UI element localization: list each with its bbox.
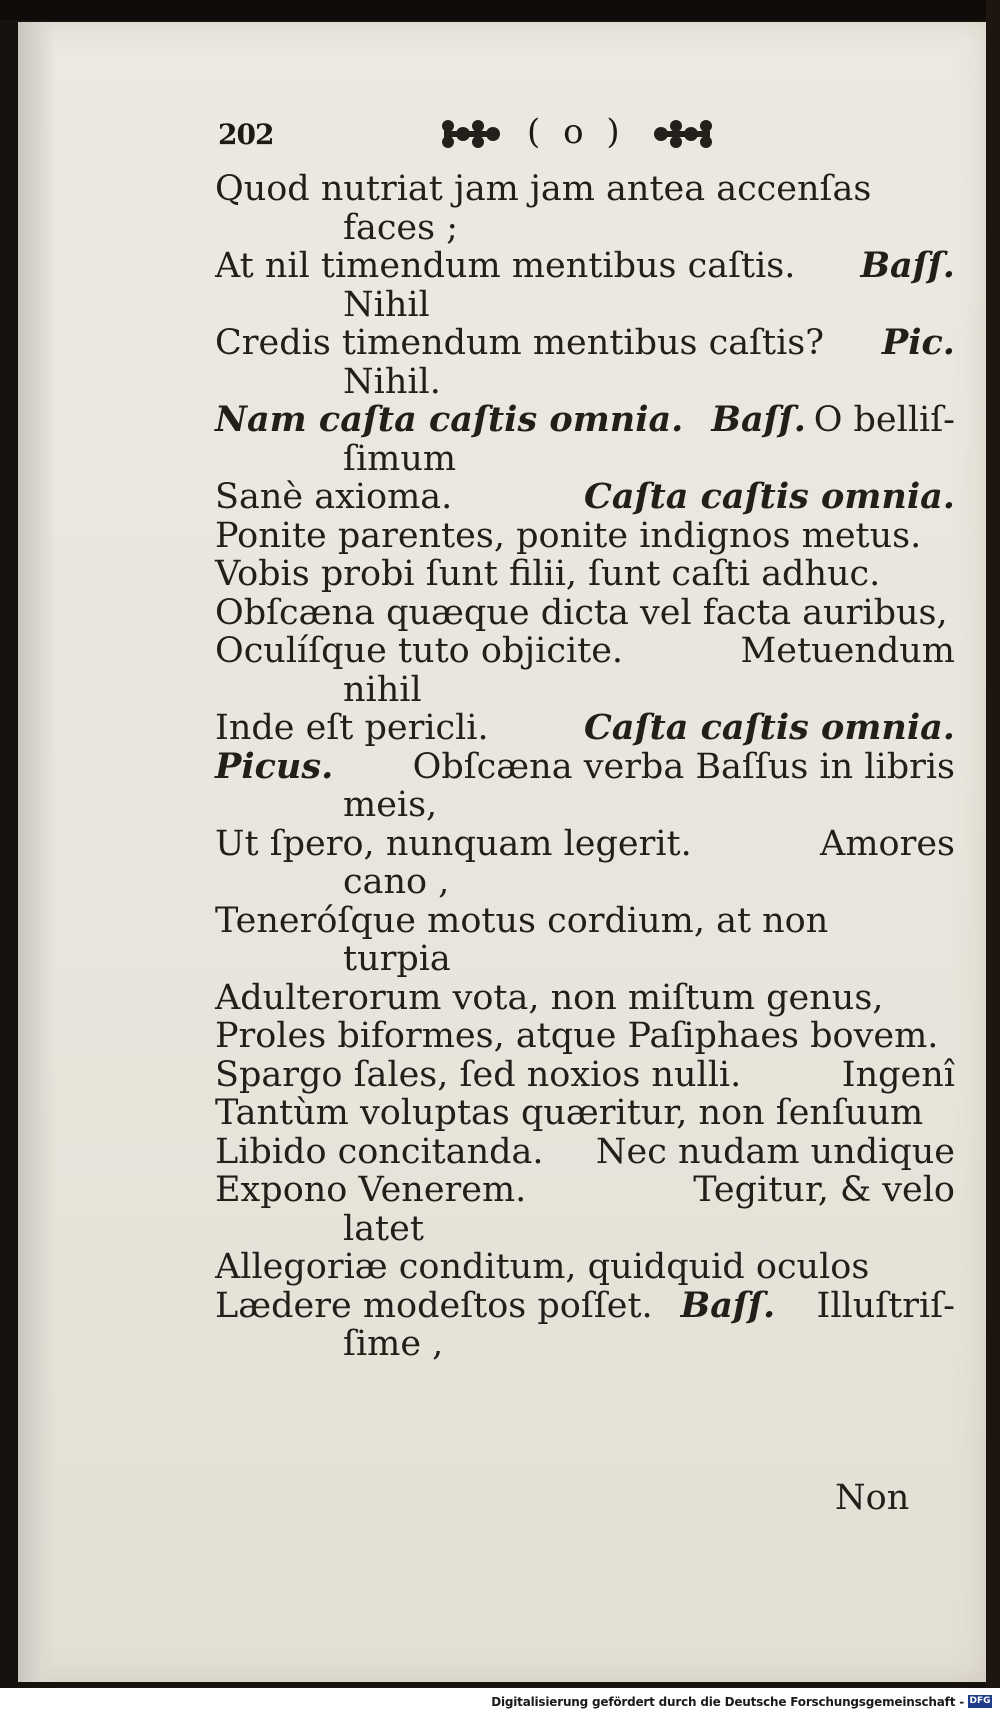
text-line <box>215 940 955 979</box>
text-line <box>215 1210 955 1249</box>
text-line <box>215 863 955 902</box>
line-text: Credis timendum mentibus caſtis? <box>215 323 825 363</box>
text-line <box>215 401 955 440</box>
line-text: Metuendum <box>740 631 955 671</box>
text-line <box>215 247 955 286</box>
text-line <box>215 517 955 556</box>
fleuron-ornament-right-icon <box>650 114 716 154</box>
line-text: ſimum <box>343 438 457 479</box>
text-line <box>215 209 955 248</box>
text-line <box>215 324 955 363</box>
catchword: Non <box>835 1478 910 1518</box>
line-text: Ponite parentes, ponite indignos metus. <box>215 515 922 556</box>
text-line <box>215 1248 955 1287</box>
line-text: Allegoriæ conditum, quidquid oculos <box>215 1247 870 1287</box>
scan-right-border <box>986 0 1000 1715</box>
funding-notice: Digitalisierung gefördert durch die Deutsche Forschungsgemeinschaft - <box>491 1695 964 1709</box>
fleuron-ornament-left-icon <box>438 114 504 154</box>
page-gutter-shadow <box>18 22 56 1682</box>
line-text: Illuſtriſ- <box>816 1285 955 1326</box>
speaker-or-emphasis-text: Caſta caſtis omnia. <box>583 476 955 517</box>
page-number: 202 <box>218 118 274 151</box>
line-text: Vobis probi ſunt filii, ſunt caſti adhuc. <box>215 554 881 594</box>
line-text: Nihil. <box>343 361 441 402</box>
line-text: Tantùm voluptas quæritur, non ſenſuum <box>215 1093 924 1133</box>
line-text: faces ; <box>343 207 459 248</box>
text-line <box>215 594 955 633</box>
dfg-logo-icon: DFG <box>969 1696 991 1706</box>
text-line <box>215 555 955 594</box>
line-text: Inde eſt pericli. <box>215 708 489 748</box>
line-text: Sanè axioma. <box>215 477 453 517</box>
text-line <box>215 709 955 748</box>
text-line <box>215 286 955 325</box>
text-line <box>215 979 955 1018</box>
line-text: Oculíſque tuto objicite. <box>215 631 624 671</box>
text-line <box>215 170 955 209</box>
line-text: Tegitur, & velo <box>693 1170 955 1210</box>
line-text: Amores <box>820 823 955 864</box>
line-text: Nihil <box>343 284 430 325</box>
line-text: Ingenî <box>841 1054 955 1095</box>
line-text: Teneróſque motus cordium, at non <box>215 900 829 941</box>
speaker-or-emphasis-text: Baſſ. <box>711 399 806 440</box>
text-line <box>215 1017 955 1056</box>
speaker-or-emphasis-text: Picus. <box>215 745 334 787</box>
text-line <box>215 786 955 825</box>
header-mark: ( o ) <box>527 112 626 152</box>
line-text: nihil <box>343 669 422 710</box>
running-header <box>0 108 1000 168</box>
line-text: Lædere modeſtos poſſet. <box>215 1285 653 1326</box>
line-text: Ut ſpero, nunquam legerit. <box>215 823 692 864</box>
speaker-or-emphasis-text: Pic. <box>881 322 955 363</box>
line-text: meis, <box>343 785 438 825</box>
line-text: turpia <box>343 939 451 979</box>
line-text: latet <box>343 1208 424 1249</box>
line-text: Quod nutriat jam jam antea accenſas <box>215 169 872 209</box>
scan-top-border <box>0 0 1000 20</box>
text-line <box>215 1133 955 1172</box>
line-text: Adulterorum vota, non miſtum genus, <box>215 977 884 1018</box>
text-line <box>215 745 955 787</box>
speaker-or-emphasis-text: Nam caſta caſtis omnia. <box>215 399 684 440</box>
digitization-footer <box>0 1688 1000 1715</box>
verse-text-block <box>215 170 955 1364</box>
text-line <box>215 825 955 864</box>
line-text: ſime , <box>343 1324 444 1364</box>
line-text: At nil timendum mentibus caſtis. <box>215 246 796 286</box>
speaker-or-emphasis-text: Caſta caſtis omnia. <box>583 707 955 748</box>
line-text: cano , <box>343 862 450 902</box>
text-line <box>215 1325 955 1364</box>
speaker-or-emphasis-text: Baſſ. <box>680 1284 776 1326</box>
text-line <box>215 902 955 941</box>
text-line <box>215 1056 955 1095</box>
text-line <box>215 363 955 402</box>
text-line <box>215 671 955 710</box>
text-line <box>215 440 955 479</box>
line-text: Obſcæna quæque dicta vel facta auribus, <box>215 592 948 633</box>
text-line <box>215 1284 955 1326</box>
line-text: O belliſ- <box>813 400 955 440</box>
line-text: Nec nudam undique <box>595 1131 955 1172</box>
speaker-or-emphasis-text: Baſſ. <box>860 245 955 286</box>
text-line <box>215 1171 955 1210</box>
line-text: Libido concitanda. <box>215 1131 544 1172</box>
text-line <box>215 1094 955 1133</box>
line-text: Obſcæna verba Baſſus in libris <box>412 746 955 787</box>
line-text: Proles biformes, atque Paſiphaes bovem. <box>215 1016 939 1056</box>
text-line <box>215 632 955 671</box>
text-line <box>215 478 955 517</box>
line-text: Spargo ſales, ſed noxios nulli. <box>215 1054 742 1095</box>
line-text: Expono Venerem. <box>215 1170 527 1210</box>
